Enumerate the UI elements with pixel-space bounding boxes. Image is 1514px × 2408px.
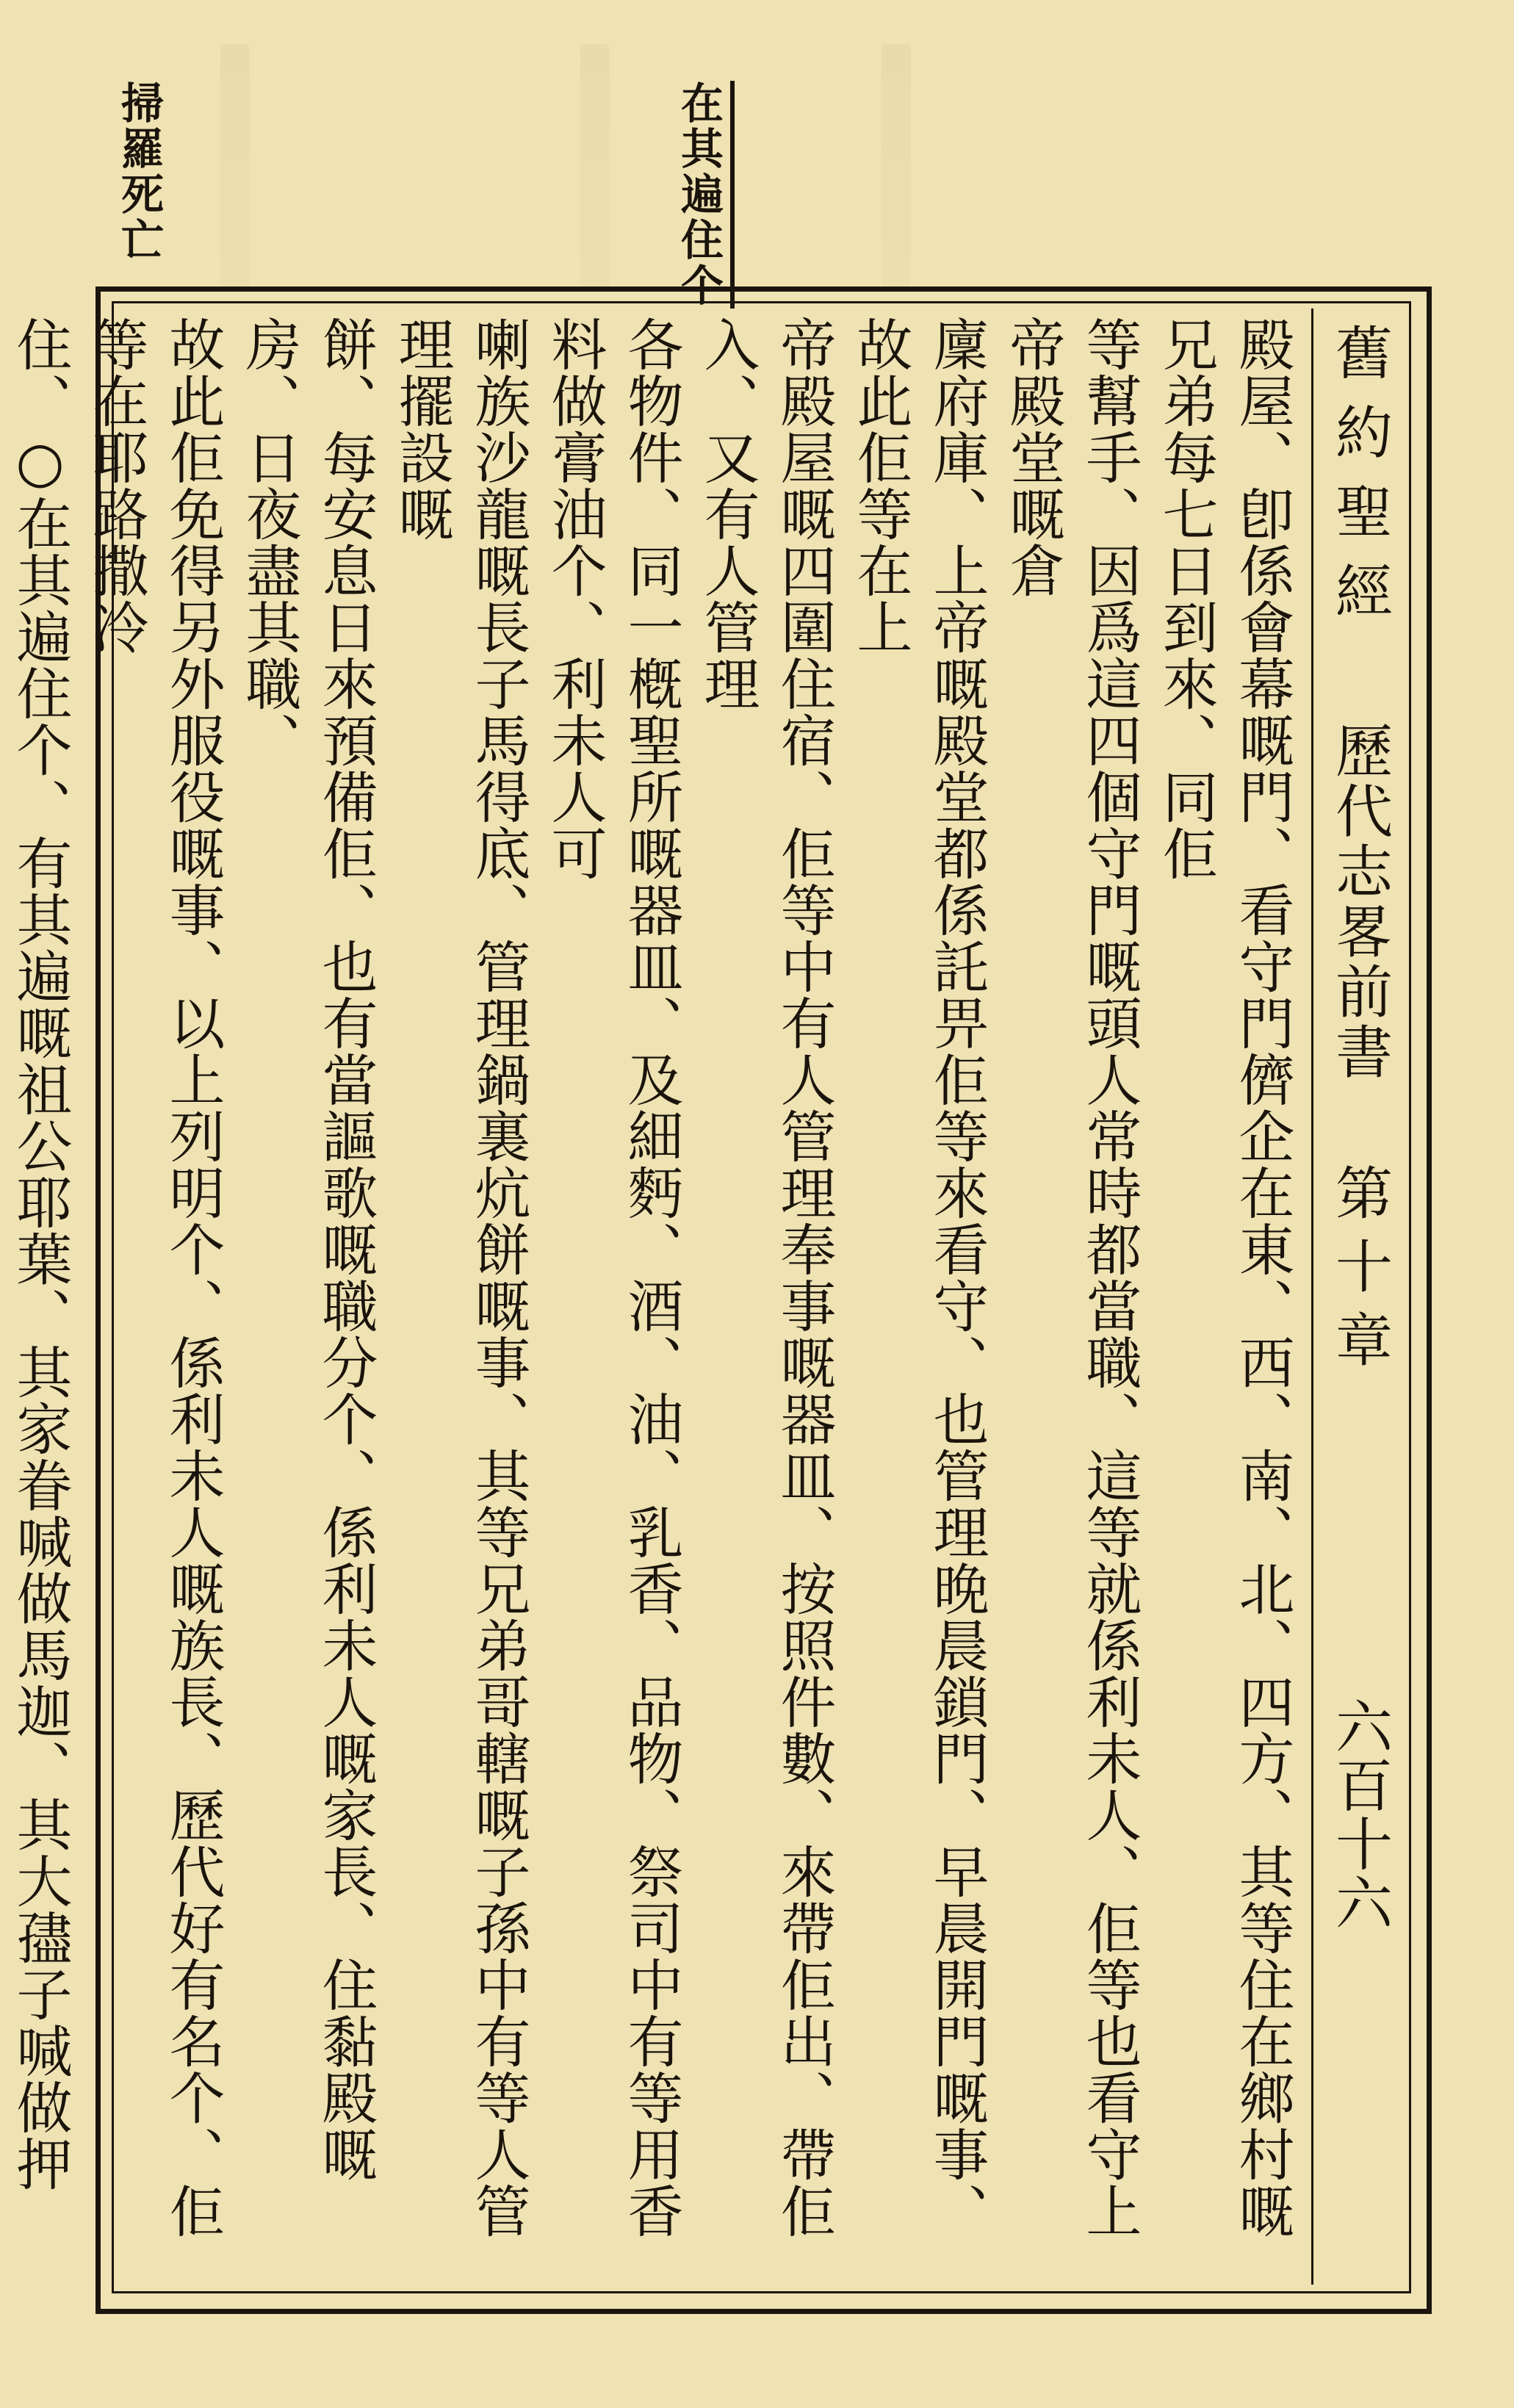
- page-number: 六百十六: [1326, 1697, 1392, 1932]
- text-column: 住、○在其遍住个、有其遍嘅祖公耶葉、其家眷喊做馬迦、其大孻子喊做押: [7, 316, 73, 2192]
- text-column: 餅、每安息日來預備佢、也有當謳歌嘅職分个、係利未人嘅家長、住黏殿嘅房、日夜盡其職、: [237, 316, 378, 2182]
- bleed-through-mark: [580, 44, 610, 286]
- margin-note-left: 掃羅死亡: [114, 81, 164, 263]
- book-subtitle: 歷代志畧前書: [1326, 721, 1392, 1083]
- text-column: 故此佢免得另外服役嘅事、以上列明个、係利未人嘅族長、歷代好有名个、佢等在耶路撒冷: [84, 316, 226, 2239]
- text-column: 帝殿屋嘅四圍住宿、佢等中有人管理奉事嘅器皿、按照件數、來帶佢出、帶佢入、又有人管理: [695, 316, 837, 2239]
- header-divider: [1311, 309, 1313, 2285]
- text-column: 廩府庫、上帝嘅殿堂都係託畀佢等來看守、也管理晚晨鎖門、早晨開門嘅事、故此佢等在上: [848, 316, 989, 2239]
- text-column: 各物件、同一槪聖所嘅器皿、及細麪、酒、油、乳香、品物、祭司中有等用香料做膏油个、利未人可: [542, 316, 684, 2239]
- margin-note-right: 在其遍住个: [677, 81, 735, 309]
- text-column: 等幫手、因爲這四個守門嘅頭人常時都當職、這等就係利未人、佢等也看守上帝殿堂嘅倉: [1001, 316, 1142, 2239]
- book-title: 舊約聖經: [1326, 323, 1392, 641]
- text-column: 喇族沙龍嘅長子馬得底、管理鍋裏炕餅嘅事、其等兄弟哥轄嘅子孫中有等人管理擺設嘅: [389, 316, 531, 2239]
- chapter-label: 第十章: [1326, 1163, 1392, 1384]
- bleed-through-mark: [220, 44, 250, 286]
- body-text: [7, 316, 1300, 2277]
- bleed-through-mark: [882, 44, 911, 286]
- text-column: 殿屋、卽係會幕嘅門、看守門儕企在東、西、南、北、四方、其等住在鄉村嘅兄弟每七日到來、同佢: [1153, 316, 1295, 2239]
